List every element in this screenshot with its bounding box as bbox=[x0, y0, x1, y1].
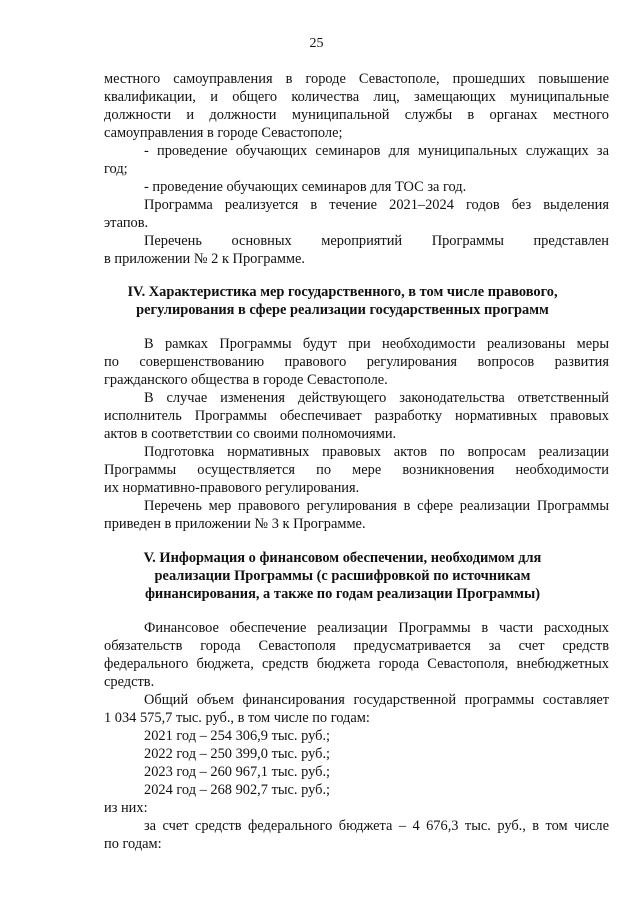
paragraph-line: В рамках Программы будут при необходимости реализованы меры bbox=[144, 336, 609, 352]
section-heading: регулирования в сфере реализации государственных программ bbox=[136, 302, 549, 318]
paragraph-line: из них: bbox=[104, 800, 148, 816]
paragraph-line: В случае изменения действующего законодательства ответственный bbox=[144, 390, 609, 406]
paragraph-line: гражданского общества в городе Севастополе. bbox=[104, 372, 388, 388]
paragraph-line: приведен в приложении № 3 к Программе. bbox=[104, 516, 366, 532]
paragraph-line: исполнитель Программы обеспечивает разработку нормативных правовых bbox=[104, 408, 609, 424]
list-item-line: - проведение обучающих семинаров для муниципальных служащих за bbox=[144, 143, 609, 159]
paragraph-line: должности и должности муниципальной службы в органах местного bbox=[104, 107, 609, 123]
paragraph-line: Перечень основных мероприятий Программы представлен bbox=[144, 233, 609, 249]
paragraph-line: Перечень мер правового регулирования в сфере реализации Программы bbox=[144, 498, 609, 514]
paragraph-line: по годам: bbox=[104, 836, 162, 852]
paragraph-line: актов в соответствии со своими полномочиями. bbox=[104, 426, 397, 442]
paragraph-line: Общий объем финансирования государственной программы составляет bbox=[144, 692, 609, 708]
paragraph-line: Программа реализуется в течение 2021–2024 годов без выделения bbox=[144, 197, 609, 213]
paragraph-line: местного самоуправления в городе Севастополе, прошедших повышение bbox=[104, 71, 609, 87]
paragraph-line: средств. bbox=[104, 674, 155, 690]
paragraph-line: Финансовое обеспечение реализации Программы в части расходных bbox=[144, 620, 609, 636]
funding-year-2024: 2024 год – 268 902,7 тыс. руб.; bbox=[144, 782, 331, 798]
section-heading: финансирования, а также по годам реализации Программы) bbox=[144, 586, 541, 602]
section-heading: IV. Характеристика мер государственного, в том числе правового, bbox=[127, 284, 558, 300]
paragraph-line: за счет средств федерального бюджета – 4 676,3 тыс. руб., в том числе bbox=[144, 818, 609, 834]
paragraph-line: Программы осуществляется по мере возникновения необходимости bbox=[104, 462, 609, 478]
paragraph-line: этапов. bbox=[104, 215, 149, 231]
paragraph-line: по совершенствованию правового регулирования вопросов развития bbox=[104, 354, 609, 370]
paragraph-line: федерального бюджета, средств бюджета города Севастополя, внебюджетных bbox=[104, 656, 609, 672]
paragraph-line: 1 034 575,7 тыс. руб., в том числе по годам: bbox=[104, 710, 370, 726]
section-heading: реализации Программы (с расшифровкой по источникам bbox=[154, 568, 531, 584]
funding-year-2021: 2021 год – 254 306,9 тыс. руб.; bbox=[144, 728, 331, 744]
paragraph-line: обязательств города Севастополя предусматривается за счет средств bbox=[104, 638, 609, 654]
funding-year-2023: 2023 год – 260 967,1 тыс. руб.; bbox=[144, 764, 331, 780]
list-item-line: - проведение обучающих семинаров для ТОС за год. bbox=[144, 179, 467, 195]
paragraph-line: квалификации, и общего количества лиц, замещающих муниципальные bbox=[104, 89, 609, 105]
section-heading: V. Информация о финансовом обеспечении, необходимом для bbox=[143, 550, 542, 566]
funding-year-2022: 2022 год – 250 399,0 тыс. руб.; bbox=[144, 746, 331, 762]
list-item-line: год; bbox=[104, 161, 128, 177]
page-number: 25 bbox=[309, 36, 324, 51]
paragraph-line: в приложении № 2 к Программе. bbox=[104, 251, 306, 267]
paragraph-line: самоуправления в городе Севастополе; bbox=[104, 125, 343, 141]
paragraph-line: Подготовка нормативных правовых актов по вопросам реализации bbox=[144, 444, 609, 460]
paragraph-line: их нормативно-правового регулирования. bbox=[104, 480, 360, 496]
